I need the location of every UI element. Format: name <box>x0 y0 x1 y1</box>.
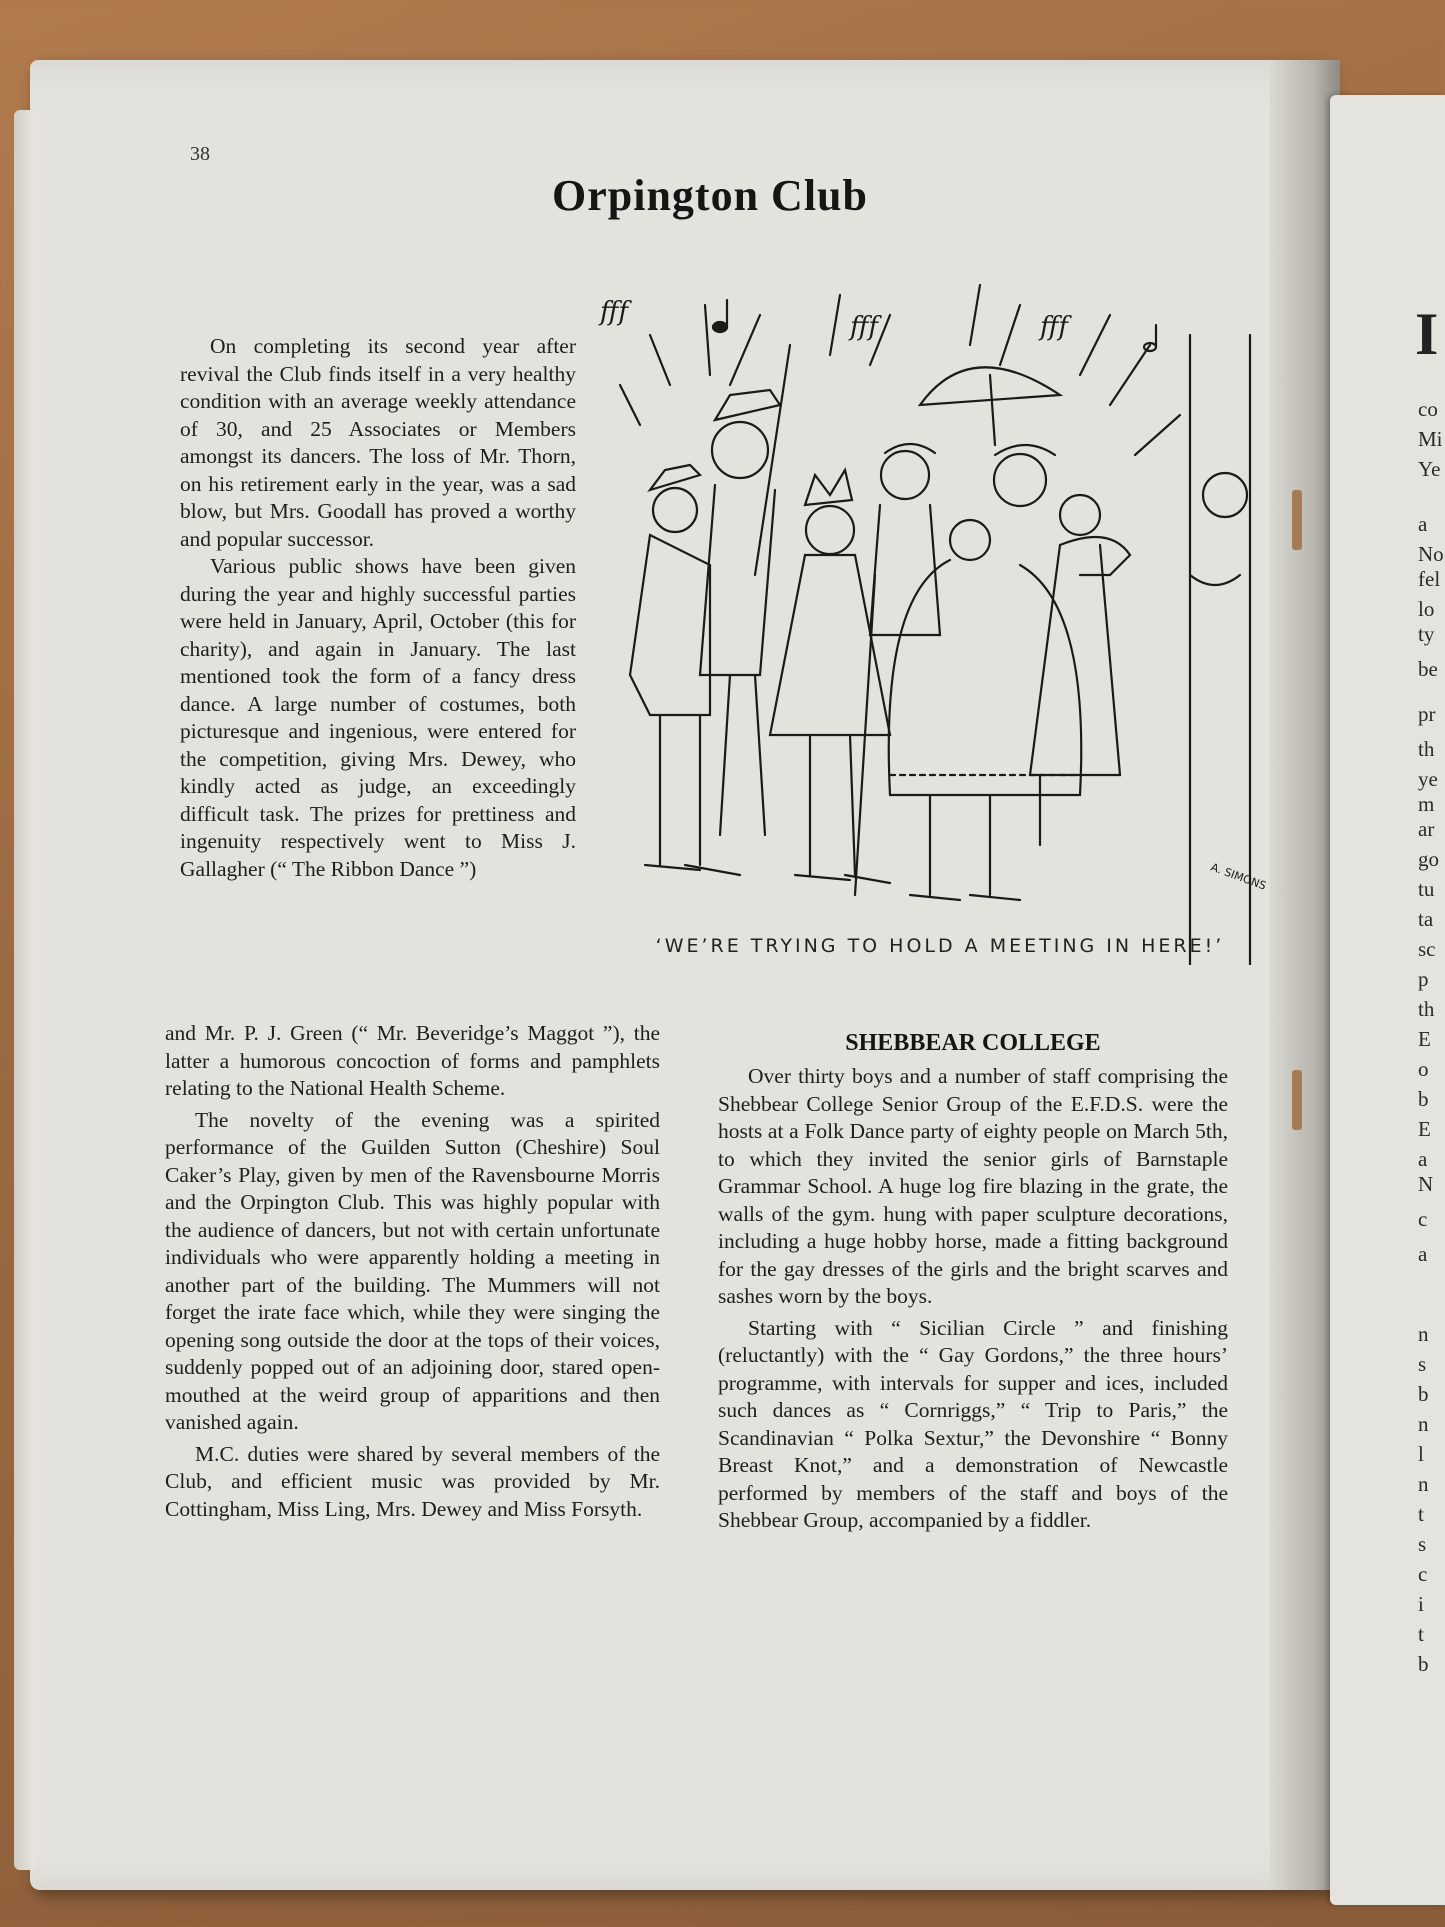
facing-page-fragment: n <box>1418 1412 1429 1436</box>
facing-page-fragment: l <box>1418 1442 1424 1466</box>
facing-page-fragment: c <box>1418 1562 1428 1586</box>
paragraph: Various public shows have been given during the year and highly successful parties were held in January, April, October (this for charity), and again in January. The last mentioned took the form of a fancy dress dance. A large number of costumes, both picturesque and ingenious, were entered for the competition, giving Mrs. Dewey, who kindly acted as judge, an exceedingly difficult task. The prizes for prettiness and ingenuity respectively went to Miss J. Gallagher (“ The Ribbon Dance ”) <box>180 554 576 881</box>
facing-page-dropcap: I <box>1415 301 1439 367</box>
facing-page-fragment: n <box>1418 1472 1429 1496</box>
facing-page-fragment: a <box>1418 512 1428 536</box>
paragraph: The novelty of the evening was a spirited performance of the Guilden Sutton (Cheshire) Soul Caker’s Play, given by men of the Ravensbourne Morris and the Orpington Club. This was highly popular with the audience of dancers, but not with certain unfortunate individuals who were apparently holding a meeting in another part of the building. The Mummers will not forget the irate face which, while they were singing the opening song outside the door at the tops of their voices, suddenly popped out of an adjoining door, stared open-mouthed at the weird group of apparitions and then vanished again. <box>165 1107 660 1434</box>
paragraph: Over thirty boys and a number of staff comprising the Shebbear College Senior Group of the E.F.D.S. were the hosts at a Folk Dance party of eighty people on March 5th, to which they invited the senior girls of Barnstaple Grammar School. A huge log fire blazing in the grate, the walls of the gym. hung with paper sculpture decorations, including a huge hobby horse, made a fitting background for the gay dresses of the girls and the bright scarves and sashes worn by the boys. <box>718 1064 1228 1308</box>
facing-page-fragment: b <box>1418 1087 1429 1111</box>
facing-page-fragment: tu <box>1418 877 1435 901</box>
paragraph: M.C. duties were shared by several members of the Club, and efficient music was provided by Mr. Cottingham, Miss Ling, Mrs. Dewey and Miss Forsyth. <box>165 1441 660 1521</box>
cartoon-illustration <box>590 275 1290 965</box>
page-stack-edge <box>14 110 36 1870</box>
page-number: 38 <box>190 143 210 165</box>
paragraph: Starting with “ Sicilian Circle ” and finishing (reluctantly) with the “ Gay Gordons,” the three hours’ programme, with intervals for supper and ices, included such dances as “ Cornriggs,” “ Trip to Paris,” the Scandinavian “ Polka Sextur,” the Devonshire “ Bonny Breast Knot,” and a demonstration of Newcastle performed by members of the staff and boys of the Shebbear Group, accompanied by a fiddler. <box>718 1315 1228 1532</box>
article-column-left-top <box>180 333 576 883</box>
facing-page-fragment: sc <box>1418 937 1436 961</box>
artist-signature: A. SIMONS <box>1208 860 1268 893</box>
facing-page-fragment: N <box>1418 1172 1434 1196</box>
facing-page-fragment: ta <box>1418 907 1434 931</box>
facing-page-fragment: a <box>1418 1147 1428 1171</box>
facing-page-fragment: pr <box>1418 702 1436 726</box>
facing-page-fragment: n <box>1418 1322 1429 1346</box>
page-title: Orpington Club <box>552 171 868 220</box>
facing-page-fragment: c <box>1418 1207 1428 1231</box>
article-column-right <box>718 1063 1228 1535</box>
article-column-left-bottom <box>165 1020 660 1523</box>
staple <box>1292 1070 1302 1130</box>
music-mark: fff <box>850 312 879 342</box>
music-mark: fff <box>1040 312 1069 342</box>
facing-page-fragment: o <box>1418 1057 1429 1081</box>
music-mark: fff <box>600 297 629 327</box>
facing-page-fragment: m <box>1418 792 1435 816</box>
facing-page-fragment: be <box>1418 657 1438 681</box>
facing-page-fragment: b <box>1418 1382 1429 1406</box>
facing-page-fragment: i <box>1418 1592 1424 1616</box>
facing-page-fragment: s <box>1418 1352 1427 1376</box>
cartoon-caption: ‘WE’RE TRYING TO HOLD A MEETING IN HERE!’ <box>655 935 1225 957</box>
facing-page-fragment: t <box>1418 1502 1424 1526</box>
facing-page-fragment: co <box>1418 397 1438 421</box>
facing-page-fragment: b <box>1418 1652 1429 1676</box>
paragraph: and Mr. P. J. Green (“ Mr. Beveridge’s Maggot ”), the latter a humorous concoction of forms and pamphlets relating to the National Health Scheme. <box>165 1021 660 1100</box>
facing-page-fragment: go <box>1418 847 1439 871</box>
facing-page-fragment: ty <box>1418 622 1435 646</box>
facing-page-fragment: s <box>1418 1532 1427 1556</box>
facing-page-fragment: E <box>1418 1027 1431 1051</box>
facing-page-fragment: fel <box>1418 567 1441 591</box>
facing-page-fragment: ye <box>1418 767 1438 791</box>
facing-page-fragment: No <box>1418 542 1444 566</box>
staple <box>1292 490 1302 550</box>
paragraph: On completing its second year after revival the Club finds itself in a very healthy condition with an average weekly attendance of 30, and 25 Associates or Members amongst its dancers. The loss of Mr. Thorn, on his retirement early in the year, was a sad blow, but Mrs. Goodall has proved a worthy and popular successor. <box>180 334 576 551</box>
facing-page-fragment: a <box>1418 1242 1428 1266</box>
facing-page-fragment: lo <box>1418 597 1435 621</box>
facing-page-fragment: Ye <box>1418 457 1441 481</box>
facing-page-fragment: th <box>1418 997 1435 1021</box>
facing-page-fragment: Mi <box>1418 427 1443 451</box>
facing-page-fragment: E <box>1418 1117 1431 1141</box>
section-heading: SHEBBEAR COLLEGE <box>845 1030 1101 1056</box>
facing-page-fragment: ar <box>1418 817 1435 841</box>
facing-page-fragment: t <box>1418 1622 1424 1646</box>
facing-page-fragment: p <box>1418 967 1429 991</box>
facing-page-fragment: th <box>1418 737 1435 761</box>
